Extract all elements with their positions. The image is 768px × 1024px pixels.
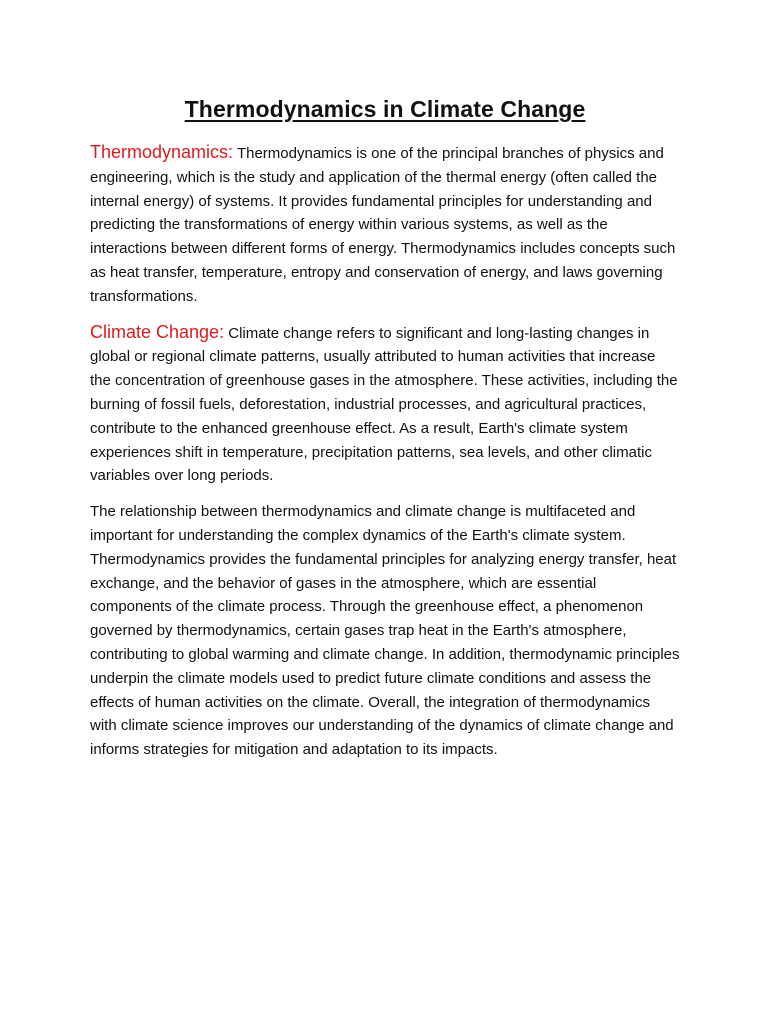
document-title: Thermodynamics in Climate Change — [184, 96, 586, 122]
climate-change-text: Climate change refers to significant and long-lasting changes in global or regional climate patterns, usually attributed to human activities that increase the concentration of greenhouse gases in the atmosphere. These activities, including the burning of fossil fuels, deforestation, industrial processes, and agricultural practices, contribute to the enhanced greenhouse effect. As a result, Earth's climate system experiences shift in temperature, precipitation patterns, sea levels, and other climatic variables over long periods. — [90, 324, 678, 485]
climate-change-heading: Climate Change: — [90, 321, 225, 342]
document-page — [90, 96, 680, 774]
thermodynamics-heading: Thermodynamics: — [90, 142, 234, 162]
thermodynamics-text: Thermodynamics is one of the principal branches of physics and engineering, which is the study and application of the thermal energy (often called the internal energy) of systems. It provides fundamental principles for understanding and predicting the transformations of energy within various systems, as well as the interactions between different forms of energy. Thermodynamics includes concepts such as heat transfer, temperature, entropy and conservation of energy, and laws governing transformations. — [90, 145, 676, 305]
thermodynamics-paragraph — [90, 141, 680, 309]
relationship-paragraph: The relationship between thermodynamics and climate change is multifaceted and important for understanding the complex dynamics of the Earth's climate system. Thermodynamics provides the fundamental principles for analyzing energy transfer, heat exchange, and the behavior of gases in the atmosphere, which are essential components of the climate process. Through the greenhouse effect, a phenomenon governed by thermodynamics, certain gases trap heat in the Earth's atmosphere, contributing to global warming and climate change. In addition, thermodynamic principles underpin the climate models used to predict future climate conditions and assess the effects of human activities on the climate. Overall, the integration of thermodynamics with climate science improves our understanding of the dynamics of climate change and informs strategies for mitigation and adaptation to its impacts. — [90, 503, 680, 759]
climate-change-paragraph — [90, 321, 680, 489]
